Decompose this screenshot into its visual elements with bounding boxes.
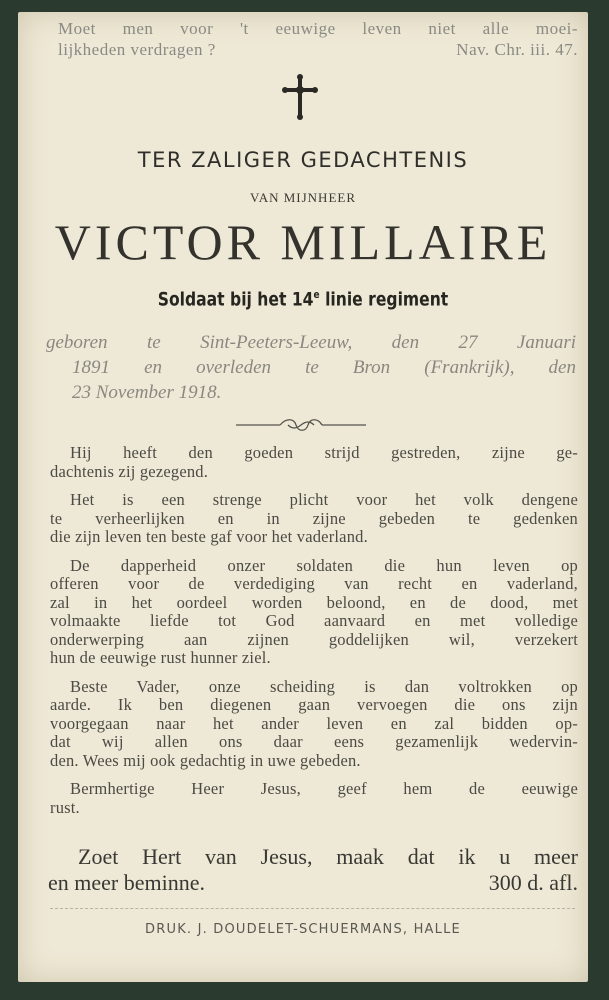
quote-line-1: Moet men voor 't eeuwige leven niet alle moei-	[58, 19, 578, 38]
rank-superscript: e	[313, 288, 320, 301]
closing-line-2: en meer beminne.	[48, 870, 205, 895]
quote-line-2-row	[58, 39, 578, 60]
memorial-card	[18, 12, 588, 982]
memorial-paragraph	[50, 557, 578, 668]
memorial-paragraph	[50, 678, 578, 771]
scripture-quote	[58, 18, 578, 60]
born-line-3: 23 November 1918.	[72, 382, 222, 403]
birth-death-details	[46, 330, 576, 405]
military-rank	[69, 288, 536, 310]
paragraph-line: dachtenis zij gezegend.	[50, 461, 209, 481]
rank-prefix: Soldaat bij het 14	[157, 288, 314, 311]
quote-reference: Nav. Chr. iii. 47.	[456, 40, 578, 59]
born-line-2: 1891 en overleden te Bron (Frankrijk), den	[72, 357, 576, 378]
paragraph-line: zal in het oordeel worden beloond, en de dood, met	[50, 592, 578, 612]
rank-suffix: linie regiment	[319, 288, 449, 311]
paragraph-line: te verheerlijken en in zijne gebeden te gedenken	[50, 508, 578, 528]
memorial-heading: TER ZALIGER GEDACHTENIS	[137, 148, 469, 172]
printer-imprint: DRUK. J. DOUDELET-SCHUERMANS, HALLE	[145, 922, 461, 937]
divider-rule	[50, 908, 575, 909]
paragraph-line: De dapperheid onzer soldaten die hun leven op	[70, 555, 578, 575]
paragraph-line: voorgegaan naar het ander leven en zal bidden op-	[50, 713, 578, 733]
paragraph-line: Bermhertige Heer Jesus, geef hem de eeuwige	[70, 779, 578, 798]
paragraph-line: volmaakte liefde tot God aanvaard en met volledige	[50, 611, 578, 630]
paragraph-line: Beste Vader, onze scheiding is dan voltrokken op	[70, 676, 578, 696]
deceased-name: VICTOR MILLAIRE	[54, 214, 552, 270]
memorial-text	[50, 444, 578, 827]
indulgence-note: 300 d. afl.	[488, 870, 578, 895]
paragraph-line: offeren voor de verdediging van recht en vaderland,	[50, 574, 578, 593]
paragraph-line: onderwerping aan zijnen goddelijken wil, verzekert	[50, 629, 578, 649]
memorial-paragraph	[50, 444, 578, 481]
memorial-paragraph	[50, 491, 578, 547]
closing-prayer	[48, 844, 578, 896]
born-line-1: geboren te Sint-Peeters-Leeuw, den 27 Januari	[46, 332, 576, 353]
paragraph-line: dat wij allen ons daar eens gezamenlijk wedervin-	[50, 732, 578, 751]
of-sir-subheading: VAN MIJNHEER	[249, 190, 356, 205]
memorial-paragraph	[50, 780, 578, 817]
closing-line-1: Zoet Hert van Jesus, maak dat ik u meer	[78, 844, 578, 869]
paragraph-line: Hij heeft den goeden strijd gestreden, zijne ge-	[70, 443, 578, 462]
paragraph-line: rust.	[50, 797, 80, 817]
paragraph-line: aarde. Ik ben diegenen gaan vervoegen die ons zijn	[50, 695, 578, 714]
paragraph-line: Het is een strenge plicht voor het volk dengene	[70, 490, 578, 509]
quote-line-2: lijkheden verdragen ?	[58, 40, 216, 59]
ornamental-cross-icon	[280, 74, 320, 120]
closing-line-2-row	[48, 870, 578, 896]
paragraph-line: hun de eeuwige rust hunner ziel.	[50, 648, 271, 667]
scroll-ornament-icon	[236, 418, 366, 432]
paragraph-line: die zijn leven ten beste gaf voor het vaderland.	[50, 527, 368, 546]
paragraph-line: den. Wees mij ook gedachtig in uwe gebeden.	[50, 750, 361, 770]
